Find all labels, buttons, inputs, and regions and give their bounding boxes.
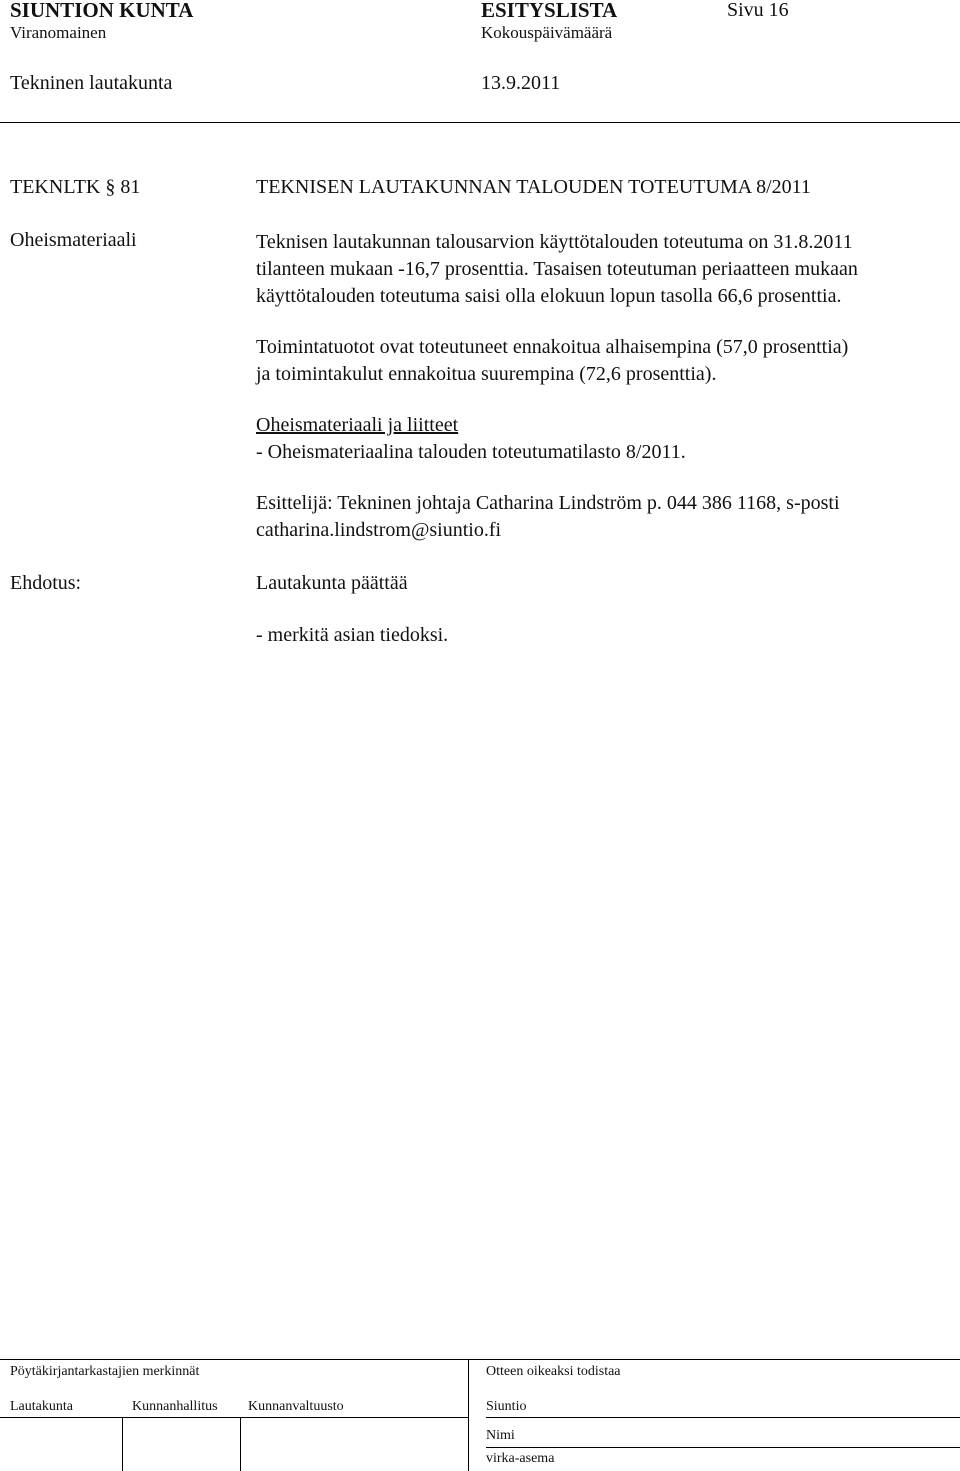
authority-name: Tekninen lautakunta <box>10 72 173 94</box>
proposal-item: - merkitä asian tiedoksi. <box>256 624 449 646</box>
paragraph-line: Toimintatuotot ovat toteutuneet ennakoitua alhaisempina (57,0 prosenttia) <box>256 336 849 358</box>
footer-divider <box>240 1417 241 1471</box>
footer-divider <box>122 1417 123 1471</box>
paragraph-line: tilanteen mukaan -16,7 prosenttia. Tasaisen toteutuman periaatteen mukaan <box>256 258 858 280</box>
footer-right-line <box>486 1417 960 1418</box>
attachment-label: Oheismateriaali <box>10 229 137 251</box>
proposal-label: Ehdotus: <box>10 572 82 594</box>
authority-label: Viranomainen <box>10 23 107 42</box>
paragraph-budget-realization <box>256 229 858 310</box>
footer-top-line <box>0 1359 960 1360</box>
footer-name-label: Nimi <box>486 1428 515 1443</box>
paragraph-line: ja toimintakulut ennakoitua suurempina (72,6 prosenttia). <box>256 363 717 385</box>
document-type: ESITYSLISTA <box>481 0 618 22</box>
header-divider <box>0 122 960 123</box>
footer-divider <box>468 1359 469 1471</box>
paragraph-income-expenses <box>256 334 848 388</box>
attachments-heading: Oheismateriaali ja liitteet <box>256 414 459 436</box>
footer-body-lautakunta: Lautakunta <box>10 1399 73 1414</box>
section-title: TEKNISEN LAUTAKUNNAN TALOUDEN TOTEUTUMA 8/2011 <box>256 176 811 198</box>
page-number: Sivu 16 <box>727 0 789 21</box>
proposal-decision: Lautakunta päättää <box>256 572 408 594</box>
municipality-name: SIUNTION KUNTA <box>10 0 194 22</box>
meeting-date-label: Kokouspäivämäärä <box>481 23 613 42</box>
checkers-label: Pöytäkirjantarkastajien merkinnät <box>10 1364 200 1379</box>
footer-place: Siuntio <box>486 1399 527 1414</box>
presenter-block <box>256 490 840 544</box>
footer-left-line <box>0 1417 468 1418</box>
presenter-line: Esittelijä: Tekninen johtaja Catharina Lindström p. 044 386 1168, s-posti <box>256 492 840 514</box>
attachments-block <box>256 412 686 466</box>
presenter-email: catharina.lindstrom@siuntio.fi <box>256 519 502 541</box>
footer-position-label: virka-asema <box>486 1451 555 1466</box>
attachments-item: - Oheismateriaalina talouden toteutumatilasto 8/2011. <box>256 441 686 463</box>
certified-label: Otteen oikeaksi todistaa <box>486 1364 621 1379</box>
meeting-date: 13.9.2011 <box>481 72 561 94</box>
footer-body-kunnanhallitus: Kunnanhallitus <box>132 1399 218 1414</box>
paragraph-line: Teknisen lautakunnan talousarvion käyttötalouden toteutuma on 31.8.2011 <box>256 231 853 253</box>
footer-name-line <box>486 1447 960 1448</box>
footer-body-kunnanvaltuusto: Kunnanvaltuusto <box>248 1399 344 1414</box>
section-id: TEKNLTK § 81 <box>10 176 141 198</box>
paragraph-line: käyttötalouden toteutuma saisi olla elokuun lopun tasolla 66,6 prosenttia. <box>256 285 842 307</box>
